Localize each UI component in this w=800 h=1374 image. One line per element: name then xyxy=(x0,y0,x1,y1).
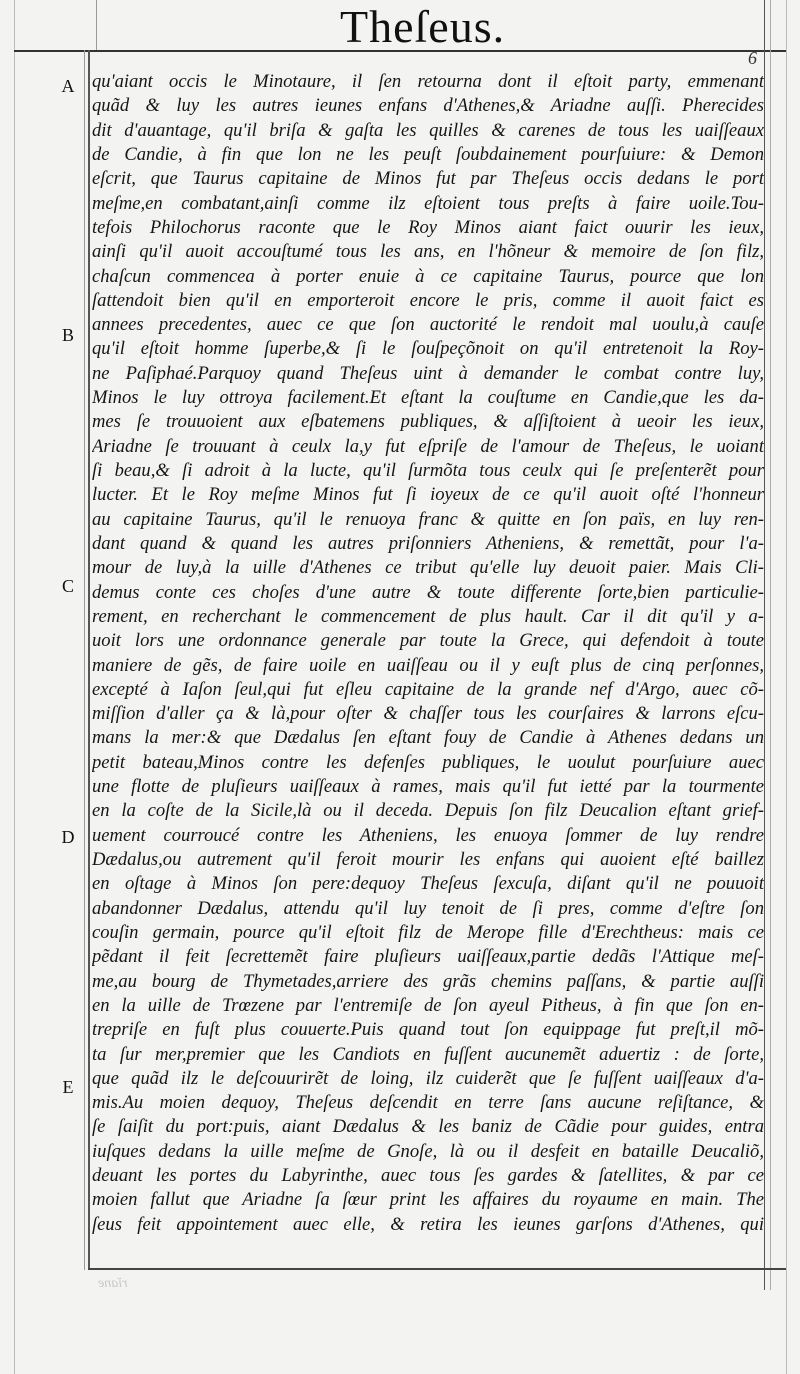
bleed-through-marks: rĭane xyxy=(98,1276,128,1291)
page-edge-right xyxy=(786,0,787,1374)
body-text xyxy=(92,70,764,1237)
text-line: chaſcun commencea à porter enuie à ce capitaine Taurus, pource que lon xyxy=(92,265,764,287)
text-line: eſcrit, que Taurus capitaine de Minos fut par Theſeus occis dedans le port xyxy=(92,168,764,190)
margin-letter-a: A xyxy=(61,76,75,96)
text-line: ta ſur mer,premier que les Candiots en fuſſent aucunemẽt aduertiz : de ſorte, xyxy=(92,1043,764,1065)
text-line: ſe ſaiſit du port:puis, aiant Dædalus & les baniz de Cãdie pour guides, entra xyxy=(92,1116,764,1138)
text-line: iuſques dedans la uille meſme de Gnoſe, là ou il desfeit en bataille Deucaliõ, xyxy=(92,1140,764,1162)
text-line: Dædalus,ou autrement qu'il feroit mourir les enfans qui auoient eſté baillez xyxy=(92,849,764,870)
margin-letter-b: B xyxy=(61,325,74,345)
text-line: me,au bourg de Thymetades,arriere des grãs chemins paſſans, & partie auſſi xyxy=(92,970,764,992)
text-line: dant quand & quand les autres priſonniers Atheniens, & remettãt, pour l'a- xyxy=(92,532,764,554)
text-line: ainſi qu'il auoit accouſtumé tous les ans, en l'hõneur & memoire de ſon filz, xyxy=(92,241,764,263)
text-line: de Candie, à fin que lon ne les peuſt ſoubdainement pourſuiure: & Demon xyxy=(92,143,764,165)
text-line: Ariadne ſe trouuant à ceulx la,y fut eſpriſe de l'amour de Theſeus, le uoiant xyxy=(92,435,764,457)
text-line: annees precedentes, auec ce que ſon auctorité le rendoit mal uoulu,à cauſe xyxy=(92,314,764,336)
text-line: abandonner Dædalus, attendu qu'il luy tenoit de ſi pres, comme d'eſtre ſon xyxy=(92,897,764,919)
folio-number: 6 xyxy=(748,48,757,68)
text-line: en oſtage à Minos ſon pere:dequoy Theſeus ſexcuſa, diſant qu'il ne pouuoit xyxy=(92,873,764,895)
text-line: miſſion d'aller ça & là,pour oſter & chaſſer tous les courſaires & larrons eſcu- xyxy=(92,703,764,725)
text-line: demus conte ces choſes d'une autre & toute differente ſorte,bien particulie- xyxy=(92,581,764,603)
text-line: meſme,en combatant,ainſi comme ilz eſtoient tous preſts à faire uoile.Tou- xyxy=(92,192,764,214)
text-line: trepriſe en fuſt plus couuerte.Puis quand tout ſon equippage fut preſt,il mõ- xyxy=(92,1019,764,1041)
text-line: ſeus feit appointement auec elle, & retira les ieunes garſons d'Athenes, qui xyxy=(92,1213,764,1235)
text-line: une flotte de pluſieurs uaiſſeaux à rames, mais qu'il fut ietté par la tourmente xyxy=(92,776,764,798)
text-line: Minos le luy ottroya facilement.Et eſtant la couſtume en Candie,que les da- xyxy=(92,387,764,409)
text-line: uoit lors une ordonnance generale par toute la Grece, qui defendoit à toute xyxy=(92,630,764,652)
text-line: moien fallut que Ariadne ſa ſœur print les affaires du royaume en main. The xyxy=(92,1189,764,1211)
text-line: ſi beau,& ſi adroit à la lucte, qu'il ſurmõta tous ceulx qui ſe preſenterẽt pour xyxy=(92,460,764,481)
text-line: uement courroucé contre les Atheniens, les enuoya ſommer de luy rendre xyxy=(92,824,764,846)
margin-letter-c: C xyxy=(61,576,74,596)
text-line: que quãd ilz le deſcouurirẽt de loing, ilz cuiderẽt que ſe fuſſent uaiſſeaux d'a- xyxy=(92,1067,764,1089)
text-line: lucter. Et le Roy meſme Minos fut ſi ioyeux de ce qu'il auoit oſté l'honneur xyxy=(92,484,764,506)
text-line: pẽdant il feit ſecrettemẽt faire pluſieurs uaiſſeaux,partie dedãs l'Attique meſ- xyxy=(92,946,764,968)
right-rule xyxy=(764,0,765,1290)
text-line: dit d'auantage, qu'il briſa & gaſta les quilles & carenes de tous les uaiſſeaux xyxy=(92,119,764,141)
text-line: qu'il eſtoit homme ſuperbe,& ſi le ſouſpeçõnoit on qu'il entretenoit la Roy- xyxy=(92,338,764,360)
text-line: mes ſe trouuoient aux eſbatemens publiques, & aſſiſtoient à ueoir les ieux, xyxy=(92,411,764,433)
text-line: deuant les portes du Labyrinthe, auec tous ſes gardes & ſatellites, & par ce xyxy=(92,1165,764,1187)
text-line: rement, en recherchant le commencement de plus hault. Car il dit qu'il y a- xyxy=(92,605,764,627)
text-line: maniere de gẽs, de faire uoile en uaiſſeau ou il y euſt plus de cinq perſonnes, xyxy=(92,654,764,676)
page-edge-left xyxy=(14,0,15,1374)
text-line: mour de luy,à la uille d'Athenes ce tribut qu'elle luy deuoit paier. Mais Cli- xyxy=(92,557,764,579)
text-line: au capitaine Taurus, qu'il le renuoya franc & quitte en ſon païs, en luy ren- xyxy=(92,508,764,530)
text-line: en la uille de Trœzene par l'entremiſe de ſon ayeul Pitheus, à fin que ſon en- xyxy=(92,994,764,1016)
text-line: couſin germain, pource qu'il eſtoit filz de Merope fille d'Erechtheus: mais ce xyxy=(92,921,764,943)
margin-rule-outer xyxy=(84,50,85,1270)
text-line: qu'aiant occis le Minotaure, il ſen retourna dont il eſtoit party, emmenant xyxy=(92,71,764,92)
margin-rule xyxy=(88,50,90,1270)
text-line: petit bateau,Minos contre les defenſes publiques, le uoulut pourſuiure auec xyxy=(92,751,764,773)
running-title: Theſeus. xyxy=(340,1,506,52)
margin-letter-e: E xyxy=(62,1077,74,1097)
text-line: mis.Au moien dequoy, Theſeus deſcendit en terre ſans aucune reſiſtance, & xyxy=(92,1092,764,1114)
text-line: en la coſte de la Sicile,là ou il deceda. Depuis ſon filz Deucalion eſtant grief- xyxy=(92,800,764,822)
text-line: quãd & luy les autres ieunes enfans d'Athenes,& Ariadne auſſi. Pherecides xyxy=(92,95,764,117)
margin-letter-d: D xyxy=(61,827,75,847)
text-line: ne Paſiphaé.Parquoy quand Theſeus uint à demander le combat contre luy, xyxy=(92,362,764,384)
right-rule-outer xyxy=(770,0,771,1290)
header-rule-tick xyxy=(96,0,97,50)
text-line: excepté à Iaſon ſeul,qui fut eſleu capitaine de la grande nef d'Argo, auec cõ- xyxy=(92,678,764,700)
footer-rule xyxy=(88,1268,786,1270)
text-line: tefois Philochorus raconte que le Roy Minos aiant faict ouurir les ieux, xyxy=(92,216,764,238)
text-line: mans la mer:& que Dædalus ſen eſtant fouy de Candie à Athenes dedans un xyxy=(92,727,764,749)
text-line: ſattendoit bien qu'il en emporteroit encore le pris, comme il auoit faict es xyxy=(92,289,764,311)
